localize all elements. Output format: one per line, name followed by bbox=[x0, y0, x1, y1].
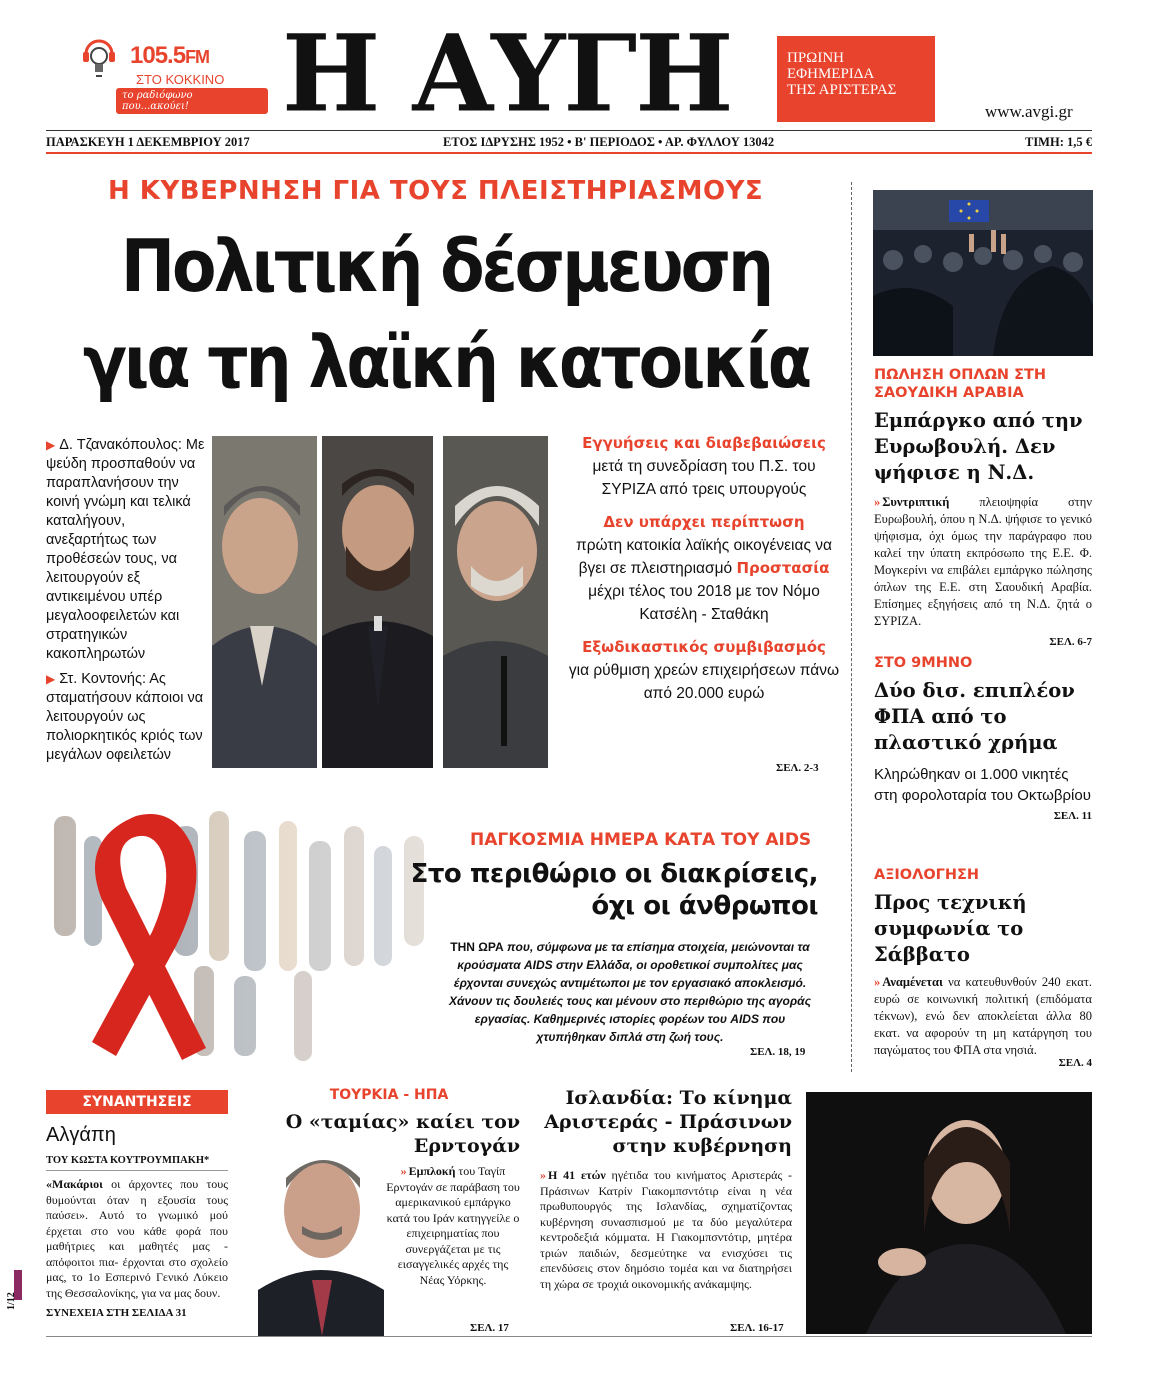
iceland-page-ref[interactable]: ΣΕΛ. 16-17 bbox=[730, 1322, 784, 1334]
katrin-photo bbox=[806, 1092, 1092, 1334]
bullet-highlight: Δεν υπάρχει περίπτωση bbox=[603, 513, 805, 531]
quote-item bbox=[46, 436, 206, 664]
portrait-photo-1 bbox=[212, 436, 317, 768]
story-lead: Εμπλοκή bbox=[408, 1164, 456, 1178]
story-text: να κατευθυνθούν 240 εκατ. ευρώ σε κοινωνική πολιτική (επιδόματα τέκνων), ενώ δεν αποκλείεται άλλα 80 εκατ. να αφορούν τη μη κατάργηση του παγώματος του ΦΠΑ στα νησιά. bbox=[874, 975, 1092, 1057]
story-text: πλειοψηφία στην Ευρωβουλή, όπου η Ν.Δ. ψήφισε το γενικό ψήφισμα, όχι όμως την παράγραφο που καλεί την ύπατη εκπρόσωπο της Ε.Ε. Φ. Μογκερίνι να επιβάλει εμπάργκο πώλησης όπλων της Ε.Ε. στη Σαουδική Αραβία. Επίσημες εξηγήσεις από τη Ν.Δ. ζητά ο ΣΥΡΙΖΑ. bbox=[874, 495, 1092, 628]
bullet-highlight: Προστασία bbox=[736, 559, 830, 577]
aids-page-ref[interactable]: ΣΕΛ. 18, 19 bbox=[750, 1046, 806, 1058]
story-headline: Ισλανδία: Το κίνημα Αριστεράς - Πράσινων στην κυβέρνηση bbox=[544, 1087, 792, 1157]
story-text: ηγέτιδα του κινήματος Αριστεράς - Πράσινων Κατρίν Γιακομπσντότιρ είναι η νέα πρωθυπουργός της Ισλανδίας, σχηματίζοντας κυβέρνηση συνασπισμού με τα δύο μεγαλύτερα κεντροδεξιά κόμματα. Η Γιακομπσντότιρ, μητέρα τριών παιδιών, δεσμεύτηκε να ενισχύσει τις επενδύσεις στον δημόσιο τομέα και να διατηρήσει τη χώρα σε τροχιά οικονομικής ανάκαμψης. bbox=[540, 1168, 793, 1291]
column-label: ΣΥΝΑΝΤΗΣΕΙΣ bbox=[46, 1090, 228, 1114]
chevron-right-icon: » bbox=[874, 975, 881, 989]
main-kicker: Η ΚΥΒΕΡΝΗΣΗ ΓΙΑ ΤΟΥΣ ΠΛΕΙΣΤΗΡΙΑΣΜΟΥΣ bbox=[108, 176, 764, 206]
quote-item bbox=[46, 670, 206, 765]
sidebar-story-2[interactable] bbox=[874, 654, 1092, 822]
newspaper-logo[interactable]: Η ΑΥΓΗ bbox=[282, 10, 732, 137]
headline-line-2: για τη λαϊκή κατοικία bbox=[82, 320, 810, 404]
bullet-item bbox=[566, 511, 842, 626]
european-parliament-photo bbox=[873, 190, 1093, 356]
story-headline: Εμπάργκο από την Ευρωβουλή. Δεν ψήφισε η Ν.Δ. bbox=[874, 409, 1083, 484]
main-page-ref[interactable]: ΣΕΛ. 2-3 bbox=[776, 762, 819, 774]
issue-info: ΕΤΟΣ ΙΔΡΥΣΗΣ 1952 • Β' ΠΕΡΙΟΔΟΣ • ΑΡ. ΦΥΛΛΟΥ 13042 bbox=[443, 135, 775, 149]
aids-lead: ΤΗΝ ΩΡΑ bbox=[450, 940, 504, 954]
portrait-photo-3 bbox=[443, 436, 548, 768]
iceland-story[interactable] bbox=[540, 1086, 792, 1292]
lightbulb-headphones-icon bbox=[82, 36, 116, 82]
column-lead: «Μακάριοι bbox=[46, 1177, 103, 1191]
column-byline: ΤΟΥ ΚΩΣΤΑ ΚΟΥΤΡΟΥΜΠΑΚΗ* bbox=[46, 1155, 228, 1171]
aids-headline-line: Στο περιθώριο οι διακρίσεις, bbox=[410, 859, 818, 889]
radio-station: ΣΤΟ ΚΟΚΚΙΝΟ bbox=[136, 72, 225, 87]
aids-headline-line: όχι οι άνθρωποι bbox=[591, 891, 818, 921]
column-text: οι άρχοντες που τους θυμούνται όταν η εξουσία τους παύσει». Αυτό το γνωμικό μού έρχεται στο νου κάθε φορά που μαθήτριες και μαθητές μας - απόφοιτοι πια- έρχονται στο σχολείο μας, το 1ο Εσπερινό Γενικό Λύκειο της Θεσσαλονίκης, για να μας δουν. bbox=[46, 1177, 228, 1300]
bullet-highlight: Εγγυήσεις και διαβεβαιώσεις bbox=[582, 434, 826, 452]
aids-headline[interactable] bbox=[380, 858, 818, 922]
erdogan-photo bbox=[258, 1140, 384, 1336]
main-headline[interactable] bbox=[46, 218, 846, 410]
story-lead: Η 41 ετών bbox=[548, 1168, 606, 1182]
tagline-line-2: ΕΦΗΜΕΡΙΔΑ bbox=[787, 66, 875, 82]
turkey-page-ref[interactable]: ΣΕΛ. 17 bbox=[470, 1322, 509, 1334]
masthead-tagline-box bbox=[777, 36, 935, 122]
triangle-bullet-icon: ▶ bbox=[46, 438, 56, 452]
quote-text: Στ. Κοντονής: Ας σταματήσουν κάποιοι να λειτουργούν ως πολιορκητικός κριός των μεγάλων οφειλετών bbox=[46, 671, 204, 763]
story-text: του Ταγίπ Ερντογάν σε παράβαση του αμερικανικού εμπάργκο κατά του Ιράν κατηγγείλε ο επιχειρηματίας που συνεργάζεται με τις εισαγγελικές αρχές της Νέας Υόρκης. bbox=[386, 1164, 520, 1287]
story-kicker: ΣΤΟ 9ΜΗΝΟ bbox=[874, 655, 973, 671]
tagline-line-1: ΠΡΩΙΝΗ bbox=[787, 50, 844, 66]
portrait-photo-2 bbox=[322, 436, 433, 768]
story-kicker: ΑΞΙΟΛΟΓΗΣΗ bbox=[874, 867, 980, 883]
radio-frequency: 105.5 bbox=[130, 42, 186, 69]
column-title: Αλγάπη bbox=[46, 1124, 116, 1146]
story-headline: Δύο δισ. επιπλέον ΦΠΑ από το πλαστικό χρήμα bbox=[874, 679, 1075, 754]
bullet-item bbox=[566, 432, 842, 501]
aids-ribbon-image bbox=[44, 806, 444, 1064]
quotes-column bbox=[46, 436, 206, 771]
turkey-body bbox=[386, 1164, 520, 1288]
story-headline: Ο «ταμίας» καίει τον Ερντογάν bbox=[285, 1111, 520, 1157]
story-page-ref: ΣΕΛ. 4 bbox=[1058, 1057, 1092, 1069]
radio-tagline: το ραδιόφωνο που...ακούει! bbox=[116, 88, 268, 114]
story-headline: Προς τεχνική συμφωνία το Σάββατο bbox=[874, 891, 1027, 966]
aids-text: που, σύμφωνα με τα επίσημα στοιχεία, μειώνονται τα κρούσματα AIDS στην Ελλάδα, οι οροθετικοί συμπολίτες μας έρχονται συνεχώς αντιμέτωποι με τον εργασιακό αποκλεισμό. Χάνουν τις δουλειές τους και μένουν στο περιθώριο της αγοράς εργασίας. Καθημερινές ιστορίες φορέων του AIDS που χτυπήθηκαν διπλά στη ζωή τους. bbox=[449, 940, 811, 1044]
sidebar-story-3[interactable] bbox=[874, 866, 1092, 1069]
story-kicker: ΠΩΛΗΣΗ ΟΠΛΩΝ ΣΤΗ ΣΑΟΥΔΙΚΗ ΑΡΑΒΙΑ bbox=[874, 367, 1047, 401]
tagline-line-3: ΤΗΣ ΑΡΙΣΤΕΡΑΣ bbox=[787, 82, 897, 98]
chevron-right-icon: » bbox=[400, 1164, 407, 1178]
radio-band: FM bbox=[185, 47, 210, 67]
bullet-item bbox=[566, 636, 842, 705]
story-kicker: ΤΟΥΡΚΙΑ - ΗΠΑ bbox=[329, 1087, 449, 1103]
sidebar-story-1[interactable] bbox=[874, 366, 1092, 648]
headline-line-1: Πολιτική δέσμευση bbox=[120, 224, 772, 308]
quote-text: Δ. Τζανακόπουλος: Με ψεύδη προσπαθούν να παραπλανήσουν την κοινή γνώμη και τελικά καταλήγουν, ανεξαρτήτως των προθέσεών τους, να λειτουργούν εξ αντικειμένου υπέρ μεγαλοοφειλετών και στρατηγικών κακοπληρωτών bbox=[46, 437, 205, 662]
story-page-ref: ΣΕΛ. 11 bbox=[1053, 810, 1092, 822]
page-marker: 1/12 bbox=[6, 1292, 17, 1310]
radio-ad[interactable] bbox=[68, 30, 268, 112]
triangle-bullet-icon: ▶ bbox=[46, 672, 56, 686]
story-lead: Αναμένεται bbox=[882, 975, 943, 989]
bullet-highlight: Εξωδικαστικός συμβιβασμός bbox=[582, 638, 826, 656]
main-bullets bbox=[566, 432, 842, 715]
bullet-text: πρώτη κατοικία λαϊκής οικογένειας να βγει σε πλειστηριασμό bbox=[576, 537, 832, 577]
bullet-text: μετά τη συνεδρίαση του Π.Σ. του ΣΥΡΙΖΑ από τρεις υπουργούς bbox=[592, 458, 816, 498]
issue-date: ΠΑΡΑΣΚΕΥΗ 1 ΔΕΚΕΜΒΡΙΟΥ 2017 bbox=[46, 135, 250, 149]
column-divider bbox=[851, 182, 852, 1072]
story-text: Κληρώθηκαν οι 1.000 νικητές στη φορολοταρία του Οκτωβρίου bbox=[874, 766, 1091, 804]
dateline-bar bbox=[46, 130, 1092, 154]
chevron-right-icon: » bbox=[540, 1168, 546, 1182]
column-box[interactable] bbox=[46, 1090, 228, 1319]
story-lead: Συντριπτική bbox=[882, 495, 950, 509]
aids-body bbox=[440, 938, 820, 1046]
aids-kicker: ΠΑΓΚΟΣΜΙΑ ΗΜΕΡΑ ΚΑΤΑ ΤΟΥ AIDS bbox=[470, 830, 812, 850]
price: ΤΙΜΗ: 1,5 € bbox=[1024, 135, 1092, 149]
column-continue: ΣΥΝΕΧΕΙΑ ΣΤΗ ΣΕΛΙΔΑ 31 bbox=[46, 1307, 187, 1319]
bullet-text: μέχρι τέλος του 2018 με τον Νόμο Κατσέλη - Σταθάκη bbox=[588, 583, 820, 623]
website-url[interactable]: www.avgi.gr bbox=[985, 102, 1073, 121]
story-page-ref: ΣΕΛ. 6-7 bbox=[1049, 636, 1092, 648]
chevron-right-icon: » bbox=[874, 495, 881, 509]
bottom-rule bbox=[46, 1336, 1092, 1337]
bullet-text: για ρύθμιση χρεών επιχειρήσεων πάνω από 20.000 ευρώ bbox=[568, 662, 840, 702]
